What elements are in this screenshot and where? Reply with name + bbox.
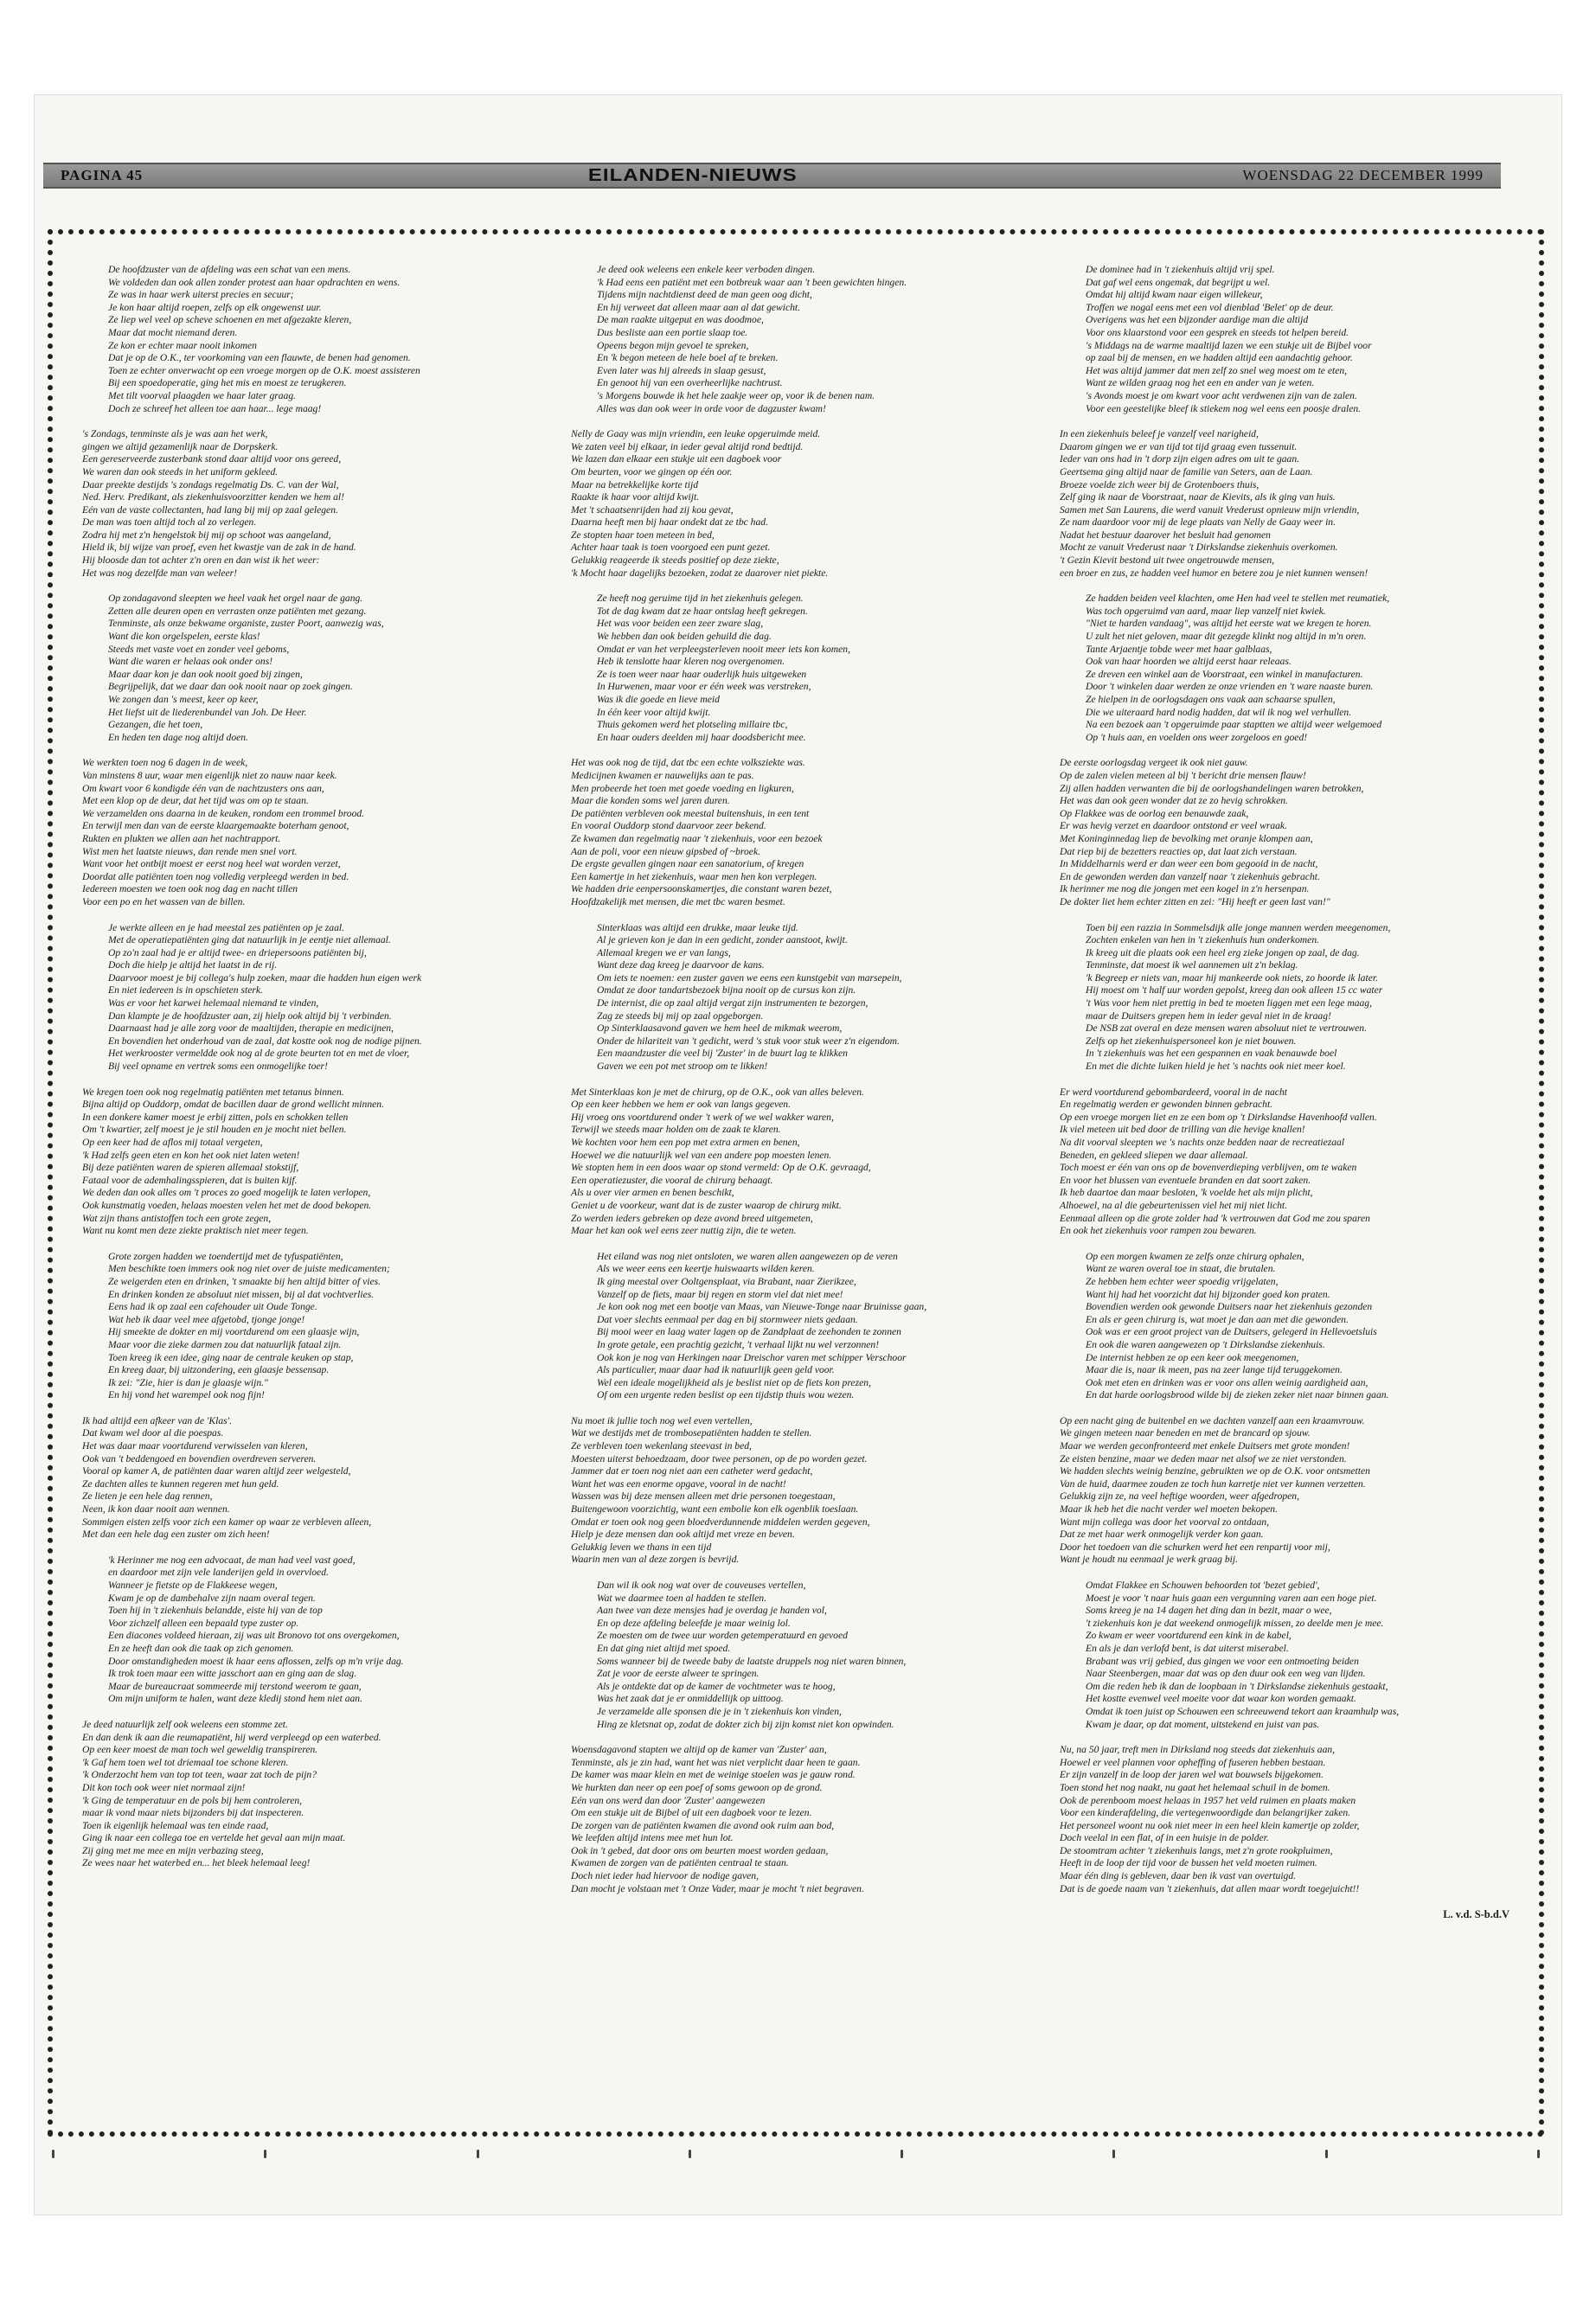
- poem-stanza: Het eiland was nog niet ontsloten, we waren allen aangewezen op de veren Als we weer eens een keertje huiswaarts wilden keren. Ik ging meestal over Ooltgensplaat, via Brabant, naar Zierikzee, Vanzelf op de fiets, maar bij regen en storm viel dat niet mee! Je kon ook nog met een bootje van Maas, van Nieuwe-Tonge naar Bruinisse gaan, Dat voer slechts eenmaal per dag en bij stormweer niets gedaan. Bij mooi weer en laag water lagen op de Zandplaat de zeehonden te zonnen In grote getale, een prachtig gezicht, 't verhaal lijkt nu wel verzonnen! Ook kon je nog van Herkingen naar Dreischor varen met schipper Verschoor Als particulier, maar daar had ik natuurlijk geen geld voor. Wel een ideale mogelijkheid als je beslist niet op de fiets kon prezen, Of om een urgente reden beslist op een tijdstip thuis wou wezen.: [597, 1250, 927, 1401]
- issue-date: WOENSDAG 22 DECEMBER 1999: [1242, 167, 1484, 183]
- poem-stanza: Op een morgen kwamen ze zelfs onze chirurg ophalen, Want ze waren overal toe in staat, die brutalen. Ze hebben hem echter weer spoedig vrijgelaten, Want hij had het voorzicht dat hij bijzonder goed kon praten. Bovendien werden ook gewonde Duitsers naar het ziekenhuis gezonden En als er geen chirurg is, wat moet je dan aan met die gewonden. Ook was er een groot project van de Duitsers, gelegerd in Hellevoetsluis En ook die waren aangewezen op 't Dirkslandse ziekenhuis. De internist hebben ze op een keer ook meegenomen, Maar die is, naar ik meen, pas na zeer lange tijd teruggekomen. Ook met eten en drinken was er voor ons allen weinig aardigheid aan, En dat harde oorlogsbrood wilde bij de zieken zeker niet naar binnen gaan.: [1086, 1250, 1389, 1401]
- poem-stanza: We kregen toen ook nog regelmatig patiënten met tetanus binnen. Bijna altijd op Ouddorp, omdat de bacillen daar de grond wellicht minnen. In een donkere kamer moest je erbij zitten, pols en schokken tellen Om 't kwartier, zelf moest je je stil houden en je mocht niet bellen. Op een keer had de aflos mij totaal vergeten, 'k Had zelfs geen eten en kon het ook niet laten weten! Bij deze patiënten waren de spieren allemaal stokstijf, Fataal voor de ademhalingsspieren, dat is buiten kijf. We deden dan ook alles om 't proces zo goed mogelijk te laten verlopen, Ook kunstmatig voeden, helaas moesten velen het met de dood bekopen. Wat zijn thans antistoffen toch een grote zegen, Want nu komt men deze ziekte praktisch niet meer tegen.: [82, 1086, 384, 1237]
- poem-stanza: Met Sinterklaas kon je met de chirurg, op de O.K., ook van alles beleven. Op een keer hebben we hem er ook van langs gegeven. Hij vroeg ons voortdurend onder 't werk of we wel wakker waren, Terwijl we steeds maar holden om de zaak te klaren. We kochten voor hem een pop met extra armen en benen, Hoewel we die natuurlijk wel van een andere pop moesten lenen. We stopten hem in een doos waar op stond vermeld: Op de O.K. gevraagd, Een operatiezuster, die vooral de chirurg behaagt. Als u over vier armen en benen beschikt, Geniet u de voorkeur, want dat is de zuster waarop de chirurg mikt. Zo werden ieders gebreken op deze avond breed uitgemeten, Maar het kan ook wel eens zeer nuttig zijn, die te weten.: [571, 1086, 871, 1237]
- poem-stanza: Je deed natuurlijk zelf ook weleens een stomme zet. En dan denk ik aan die reumapatiënt, hij werd verpleegd op een waterbed. Op een keer moest de man toch wel geweldig transpireren. 'k Gaf hem toen wel tot driemaal toe schone kleren. 'k Onderzocht hem van top tot teen, waar zat toch de pijn? Dit kon toch ook weer niet normaal zijn! 'k Ging de temperatuur en de pols bij hem controleren, maar ik vond maar niets bijzonders bij dat inspecteren. Toen ik eigenlijk helemaal was ten einde raad, Ging ik naar een collega toe en vertelde het geval aan mijn maat. Zij ging met me mee en mijn verbazing steeg, Ze wees naar het waterbed en... het bleek helemaal leeg!: [82, 1718, 381, 1869]
- mark: [52, 2150, 54, 2158]
- article-column-1: [82, 264, 532, 2106]
- poem-stanza: Nu moet ik jullie toch nog wel even vertellen, Wat we destijds met de trombosepatiënten hadden te stellen. Ze verbleven toen wekenlang steevast in bed, Moesten uiterst behoedzaam, door twee personen, op de po worden gezet. Jammer dat er toen nog niet aan een catheter werd gedacht, Want het was een enorme opgave, vooral in de nacht! Wassen was bij deze mensen alleen met drie personen toegestaan, Buitengewoon voorzichtig, want een embolie kon elk ogenblik toeslaan. Omdat er toen ook nog geen bloedverdunnende middelen werden gegeven, Hielp je deze mensen dan ook altijd met vreze en beven. Gelukkig leven we thans in een tijd Waarin men van al deze zorgen is bevrijd.: [571, 1414, 870, 1566]
- poem-stanza: Dan wil ik ook nog wat over de couveuses vertellen, Wat we daarmee toen al hadden te stellen. Aan twee van deze mensjes had je overdag je handen vol, En op deze afdeling beleefde je maar weinig lol. Ze moesten om de twee uur worden getemperatuurd en gevoed En dat ging niet altijd met spoed. Soms wanneer bij de tweede baby de laatste druppels nog niet waren binnen, Zat je voor de eerste alweer te springen. Als je ontdekte dat op de kamer de vochtmeter was te hoog, Was het zaak dat je er onmiddellijk op uittoog. Je verzamelde alle sponsen die je in 't ziekenhuis kon vinden, Hing ze kletsnat op, zodat de dokter zich bij zijn komst niet kon opwinden.: [597, 1580, 907, 1730]
- mark: [264, 2150, 266, 2158]
- author-signature: L. v.d. S-b.d.V: [1443, 1908, 1509, 1921]
- mark: [901, 2150, 903, 2158]
- poem-stanza: Het was ook nog de tijd, dat tbc een echte volksziekte was. Medicijnen kwamen er nauwelijks aan te pas. Men probeerde het toen met goede voeding en ligkuren, Maar die konden soms wel jaren duren. De patiënten verbleven ook meestal buitenshuis, in een tent En vooral Ouddorp stond daarvoor zeer bekend. Ze kwamen dan regelmatig naar 't ziekenhuis, voor een bezoek Aan de poli, voor een nieuw gipsbed of ~broek. De ergste gevallen gingen naar een sanatorium, of kregen Een kamertje in het ziekenhuis, waar men hen kon verplegen. We hadden drie eenpersoonskamertjes, die constant waren bezet, Hoofdzakelijk met mensen, die met tbc waren besmet.: [571, 757, 832, 907]
- poem-stanza: 's Zondags, tenminste als je was aan het werk, gingen we altijd gezamenlijk naar de Dorpskerk. Een gereserveerde zusterbank stond daar altijd voor ons gereed, We waren dan ook steeds in het uniform gekleed. Daar preekte destijds 's zondags regelmatig Ds. C. van der Wal, Ned. Herv. Predikant, als ziekenhuisvoorzitter kenden we hem al! Eén van de vaste collectanten, had lang bij mij op zaal gelegen. De man was toen altijd toch al zo verlegen. Zodra hij met z'n hengelstok bij mij op schoot was aangeland, Hield ik, bij wijze van proef, even het kwastje van de zak in de hand. Hij bloosde dan tot achter z'n oren en dan wist ik het weer: Het was nog dezelfde man van weleer!: [82, 428, 356, 579]
- article-column-3: [1060, 264, 1509, 2106]
- newspaper-logo: EILANDEN-NIEUWS: [587, 165, 798, 186]
- poem-stanza: Grote zorgen hadden we toendertijd met de tyfuspatiënten, Men beschikte toen immers ook nog niet over de juiste medicamenten; Ze weigerden eten en drinken, 't smaakte bij hen altijd bitter of vies. En drinken konden ze absoluut niet missen, bij al dat vochtverlies. Eens had ik op zaal een cafehouder uit Oude Tonge. Wat heb ik daar veel mee afgetobd, tjonge jonge! Hij smeekte de dokter en mij voortdurend om een glaasje wijn, Maar voor die zieke darmen zou dat natuurlijk fataal zijn. Toen kreeg ik een idee, ging naar de centrale keuken op stap, En kreeg daar, bij uitzondering, een glaasje bessensap. Ik zei: "Zie, hier is dan je glaasje wijn." En hij vond het warempel ook nog fijn!: [108, 1250, 390, 1401]
- article-columns: [82, 264, 1509, 2106]
- poem-stanza: Sinterklaas was altijd een drukke, maar leuke tijd. Al je grieven kon je dan in een gedicht, zonder aanstoot, kwijt. Allemaal kregen we er van langs, Want deze dag kreeg je daarvoor de kans. Om iets te noemen: een zuster gaven we eens een kunstgebit van marsepein, Omdat ze door tandartsbezoek bijna nooit op de cursus kon zijn. De internist, die op zaal altijd vergat zijn instrumenten te bezorgen, Zag ze steeds bij mij op zaal opgeborgen. Op Sinterklaasavond gaven we hem heel de mikmak weerom, Onder de hilariteit van 't gedicht, werd 's stuk voor stuk weer z'n eigendom. Een maandzuster die veel bij 'Zuster' in de buurt lag te klikken Gaven we een pot met stroop om te likken!: [597, 921, 902, 1073]
- newspaper-header: [43, 163, 1501, 189]
- poem-stanza: De hoofdzuster van de afdeling was een schat van een mens. We voldeden dan ook allen zonder protest aan haar opdrachten en wens. Ze was in haar werk uiterst precies en secuur; Je kon haar altijd roepen, zelfs op elk ongewenst uur. Ze liep wel veel op scheve schoenen en met afgezakte kleren, Maar dat mocht niemand deren. Ze kon er echter maar nooit inkomen Dat je op de O.K., ter voorkoming van een flauwte, de benen had genomen. Toen ze echter onverwacht op een vroege morgen op de O.K. moest assisteren Bij een spoedoperatie, ging het mis en moest ze terugkeren. Met tilt voorval plaagden we haar later graag. Doch ze schreef het alleen toe aan haar... lege maag!: [108, 264, 420, 414]
- poem-stanza: We werkten toen nog 6 dagen in de week, Van minstens 8 uur, waar men eigenlijk niet zo nauw naar keek. Om kwart voor 6 kondigde één van de nachtzusters ons aan, Met een klop op de deur, dat het tijd was om op te staan. We verzamelden ons daarna in de keuken, rondom een trommel brood. En terwijl men dan van de eerste klaargemaakte boterham genoot, Rukten en plukten we allen aan het nachtrapport. Wist men het laatste nieuws, dan rende men snel vort. Want voor het ontbijt moest er eerst nog heel wat worden verzet, Doordat alle patiënten toen nog volledig verpleegd werden in bed. Iedereen moesten we toen ook nog dag en nacht tillen Voor een po en het wassen van de billen.: [82, 757, 365, 907]
- mark: [477, 2150, 479, 2158]
- page-number: PAGINA 45: [61, 167, 144, 183]
- poem-stanza: Je werkte alleen en je had meestal zes patiënten op je zaal. Met de operatiepatiënten ging dat natuurlijk in je eentje niet allemaal. Op zo'n zaal had je er altijd twee- en driepersoons patiënten bij, Doch die hielp je altijd het laatst in de rij. Daarvoor moest je bij collega's hulp zoeken, maar die hadden hun eigen werk En niet iedereen is in opschieten sterk. Was er voor het karwei helemaal niemand te vinden, Dan klampte je de hoofdzuster aan, zij hielp ook altijd bij 't verbinden. Daarnaast had je alle zorg voor de maaltijden, therapie en medicijnen, En bovendien het onderhoud van de zaal, dat kostte ook nog de nodige pijnen. Het werkrooster vermeldde ook nog al de grote beurten tot en met de vloer, Bij veel opname en vertrek soms een onmogelijke toer!: [108, 921, 422, 1073]
- mark: [1112, 2150, 1115, 2158]
- poem-stanza: In een ziekenhuis beleef je vanzelf veel narigheid, Daarom gingen we er van tijd tot tijd graag even tussenuit. Ieder van ons had in 't dorp zijn eigen adres om uit te gaan. Geertsema ging altijd naar de familie van Seters, aan de Laan. Broeze voelde zich weer bij de Grotenboers thuis, Zelf ging ik naar de Voorstraat, naar de Kievits, als ik ging van huis. Samen met San Laurens, die werd vanuit Vrederust opnieuw mijn vriendin, Ze nam daardoor voor mij de lege plaats van Nelly de Gaay weer in. Nadat het bestuur daarover het besluit had genomen Mocht ze vanuit Vrederust naar 't Dirkslandse ziekenhuis overkomen. 't Gezin Kievit bestond uit twee ongetrouwde mensen, een broer en zus, ze hadden veel humor en betere zou je niet kunnen wensen!: [1060, 428, 1368, 579]
- poem-stanza: Woensdagavond stapten we altijd op de kamer van 'Zuster' aan, Tenminste, als je zin had, want het was niet verplicht daar heen te gaan. De kamer was maar klein en met de weinige stoelen was je gauw rond. We hurkten dan neer op een poef of soms gewoon op de grond. Eén van ons werd dan door 'Zuster' aangewezen Om een stukje uit de Bijbel of uit een dagboek voor te lezen. De zorgen van de patiënten kwamen die avond ook ruim aan bod, We leefden altijd intens mee met hun lot. Ook in 't gebed, dat door ons om beurten moest worden gedaan, Kwamen de zorgen van de patiënten centraal te staan. Doch niet ieder had hiervoor de nodige gaven, Dan mocht je volstaan met 't Onze Vader, maar je mocht 't niet begraven.: [571, 1744, 864, 1894]
- poem-stanza: Nu, na 50 jaar, treft men in Dirksland nog steeds dat ziekenhuis aan, Hoewel er veel plannen voor opheffing of fuseren hebben bestaan. Er zijn vanzelf in de loop der jaren wel wat bouwsels bijgekomen. Toen stond het nog naakt, nu gaat het helemaal schuil in de bomen. Ook de perenboom moest helaas in 1957 het veld ruimen en plaats maken Voor een kinderafdeling, die vertegenwoordigde dan belangrijker zaken. Het personeel woont nu ook niet meer in een heel klein kamertje op zolder, Doch veelal in een flat, of in een huisje in de polder. De stoomtram achter 't ziekenhuis langs, met z'n grote rookpluimen, Heeft in de loop der tijd voor de bussen het veld moeten ruimen. Maar één ding is gebleven, daar ben ik vast van overtuigd. Dat is de goede naam van 't ziekenhuis, dat allen maar wordt toegejuicht!!: [1060, 1744, 1360, 1894]
- mark: [1325, 2150, 1328, 2158]
- poem-stanza: Er werd voortdurend gebombardeerd, vooral in de nacht En regelmatig werden er gewonden binnen gebracht. Op een vroege morgen liet en ze een bom op 't Dirkslandse Havenhoofd vallen. Ik viel meteen uit bed door de trilling van die hevige knallen! Na dit voorval sleepten we 's nachts onze bedden naar de recreatiezaal Beneden, en gekleed sliepen we daar allemaal. Toch moest er één van ons op de bovenverdieping verblijven, om te waken En voor het blussen van eventuele branden en dat soort zaken. Ik heb daartoe dan maar besloten, 'k voelde het als mijn plicht, Alhoewel, na al die gebeurtenissen viel het mij niet licht. Eenmaal alleen op die grote zolder had 'k vertrouwen dat God me zou sparen En ook het ziekenhuis voor rampen zou bewaren.: [1060, 1086, 1377, 1237]
- poem-stanza: Ze hadden beiden veel klachten, ome Hen had veel te stellen met reumatiek, Was toch opgeruimd van aard, maar liep vanzelf niet kwiek. "Niet te harden vandaag", was altijd het eerste wat we kregen te horen. U zult het niet geloven, maar dit gezegde klinkt nog altijd in m'n oren. Tante Arjaentje tobde weer met haar galblaas, Ook van haar hoorden we altijd eerst haar releaas. Ze dreven een winkel aan de Voorstraat, een winkel in manufacturen. Door 't winkelen daar werden ze onze vrienden en 't ware naaste buren. Ze hielpen in de oorlogsdagen ons vaak aan schaarse spullen, Die we uiteraard hard nodig hadden, dat wil ik nog wel verhullen. Na een bezoek aan 't opgeruimde paar staptten we altijd weer welgemoed Op 't huis aan, en voelden ons weer zorgeloos en goed!: [1086, 593, 1390, 743]
- poem-stanza: De eerste oorlogsdag vergeet ik ook niet gauw. Op de zalen vielen meteen al bij 't bericht drie mensen flauw! Zij allen hadden verwanten die bij de oorlogshandelingen waren betrokken, Het was dan ook geen wonder dat ze zo hevig schrokken. Op Flakkee was de oorlog een benauwde zaak, Er was hevig verzet en daardoor ontstond er veel wraak. Met Koninginnedag liep de bevolking met oranje klompen aan, Dat riep bij de bezetters reacties op, dat laat zich verstaan. In Middelharnis werd er dan weer een bom gegooid in de nacht, En de gewonden werden dan vanzelf naar 't ziekenhuis gebracht. Ik herinner me nog die jongen met een kogel in z'n hersenpan. De dokter liet hem echter zitten en zei: "Hij heeft er geen last van!": [1060, 757, 1364, 907]
- poem-stanza: Op zondagavond sleepten we heel vaak het orgel naar de gang. Zetten alle deuren open en verrasten onze patiënten met gezang. Tenminste, als onze bekwame organiste, zuster Poort, aanwezig was, Want die kon orgelspelen, eerste klas! Steeds met vaste voet en zonder veel geboms, Want die waren er helaas ook onder ons! Maar daar kon je dan ook nooit goed bij zingen, Begrijpelijk, dat we daar dan ook nooit naar op zoek gingen. We zongen dan 's meest, keer op keer, Het liefst uit de liederenbundel van Joh. De Heer. Gezangen, die het toen, En heden ten dage nog altijd doen.: [108, 593, 384, 743]
- mark: [689, 2150, 691, 2158]
- poem-stanza: De dominee had in 't ziekenhuis altijd vrij spel. Dat gaf wel eens ongemak, dat begrijpt u wel. Omdat hij altijd kwam naar eigen willekeur, Troffen we nogal eens met een vol dienblad 'Belet' op de deur. Overigens was het een bijzonder aardige man die altijd Voor ons klaarstond voor een gesprek en steeds tot helpen bereid. 's Middags na de warme maaltijd lazen we een stukje uit de Bijbel voor op zaal bij de mensen, en we hadden altijd een aandachtig gehoor. Het was altijd jammer dat men zelf zo snel weg moest om te eten, Want ze wilden graag nog het een en ander van je weten. 's Avonds moest je om kwart voor acht verdwenen zijn van de zalen. Voor een geestelijke bleef ik stiekem nog wel eens een poosje dralen.: [1086, 264, 1372, 414]
- poem-stanza: Je deed ook weleens een enkele keer verboden dingen. 'k Had eens een patiënt met een botbreuk waar aan 't been gewichten hingen. Tijdens mijn nachtdienst deed de man geen oog dicht, En hij verweet dat alleen maar aan al dat gewicht. De man raakte uitgeput en was doodmoe, Dus besliste aan een portie slaap toe. Opeens begon mijn gevoel te spreken, En 'k begon meteen de hele boel af te breken. Even later was hij alreeds in slaap gesust, En genoot hij van een overheerlijke nachtrust. 's Morgens bouwde ik het hele zaakje weer op, voor ik de benen nam. Alles was dan ook weer in orde voor de dagzuster kwam!: [597, 264, 907, 414]
- poem-stanza: Omdat Flakkee en Schouwen behoorden tot 'bezet gebied', Moest je voor 't naar huis gaan een vergunning varen aan een hoge piet. Soms kreeg je na 14 dagen het ding dan in bezit, maar o wee, 't ziekenhuis kon je dat weekend onmogelijk missen, zo deelde men je mee. Zo kwam er weer voortdurend een kink in de kabel, En als je dan verlofd bent, is dat uiterst miserabel. Brabant was vrij gebied, dus gingen we voor een ontmoeting beiden Naar Steenbergen, maar dat was op den duur ook een weg van lijden. Om die reden heb ik dan de loopbaan in 't Dirkslandse ziekenhuis gestaakt, Het kostte evenwel veel moeite voor dat waar kon worden gemaakt. Omdat ik toen juist op Schouwen een schreeuwend tekort aan kraamhulp was, Kwam je daar, op dat moment, uitstekend en juist van pas.: [1086, 1580, 1400, 1730]
- poem-stanza: Op een nacht ging de buitenbel en we dachten vanzelf aan een kraamvrouw. We gingen meteen naar beneden en met de brancard op sjouw. Maar we werden geconfronteerd met enkele Duitsers met grote monden! Ze eisten benzine, maar we deden maar net alsof we ze niet verstonden. We hadden slechts weinig benzine, gebruikten we op de O.K. voor ontsmetten Van de huid, daarmee zouden ze toch hun karretje niet ver kunnen verzetten. Gelukkig zijn ze, na veel heftige woorden, weer afgedropen, Maar ik heb het die nacht verder wel moeten bekopen. Want mijn collega was door het voorval zo ontdaan, Dat ze met haar werk onmogelijk verder kon gaan. Door het toedoen van die schurken werd het een renpartij voor mij, Want je houdt nu eenmaal je werk graag bij.: [1060, 1414, 1370, 1566]
- article-column-2: [571, 264, 1021, 2106]
- poem-stanza: 'k Herinner me nog een advocaat, de man had veel vast goed, en daardoor met zijn vele landerijen geld in overvloed. Wanneer je fietste op de Flakkeese wegen, Kwam je op de dambehalve zijn naam overal tegen. Toen hij in 't ziekenhuis belandde, eiste hij van de top Voor zichzelf alleen een bepaald type zuster op. Een diacones voldeed hieraan, zij was uit Bronovo tot ons overgekomen, En ze heeft dan ook die taak op zich genomen. Door omstandigheden moest ik haar eens aflossen, zelfs op m'n vrije dag. Ik trok toen maar een witte jasschort aan en ging aan de slag. Maar de bureaucraat sommeerde mij terstond weerom te gaan, Om mijn uniform te halen, want deze kledij stond hem niet aan.: [108, 1554, 404, 1705]
- poem-stanza: Nelly de Gaay was mijn vriendin, een leuke opgeruimde meid. We zaten veel bij elkaar, in ieder geval altijd rond bedtijd. We lazen dan elkaar een stukje uit een dagboek voor Om beurten, voor we gingen op één oor. Maar na betrekkelijke korte tijd Raakte ik haar voor altijd kwijt. Met 't schaatsenrijden had zij kou gevat, Daarna heeft men bij haar ondekt dat ze tbc had. Ze stopten haar toen meteen in bed, Achter haar taak is toen voorgoed een punt gezet. Gelukkig reageerde ik steeds positief op deze ziekte, 'k Mocht haar dagelijks bezoeken, zodat ze daarover niet piekte.: [571, 428, 829, 579]
- mark: [1537, 2150, 1540, 2158]
- poem-stanza: Toen bij een razzia in Sommelsdijk alle jonge mannen werden meegenomen, Zochten enkelen van hen in 't ziekenhuis hun onderkomen. Ik kreeg uit die plaats ook een heel erg zieke jongen op zaal, de dag. Tenminste, dat moest ik wel aannemen uit z'n beklag. 'k Begreep er niets van, maar hij mankeerde ook niets, zo hoorde ik later. Hij moest om 't half uur worden gepolst, kreeg dan ook alleen 15 cc water 't Was voor hem niet prettig in bed te moeten liggen met een lege maag, maar de Duitsers grepen hem in ieder geval niet in de kraag! De NSB zat overal en deze mensen waren absoluut niet te vertrouwen. Zelfs op het ziekenhuispersoneel kon je niet bouwen. In 't ziekenhuis was het een gespannen en vaak benauwde boel En met die dichte luiken hield je het 's nachts ook niet meer koel.: [1086, 921, 1391, 1073]
- poem-stanza: Ik had altijd een afkeer van de 'Klas'. Dat kwam wel door al die poespas. Het was daar maar voortdurend verwisselen van kleren, Ook van 't beddengoed en bovendien overdreven serveren. Vooral op kamer A, de patiënten daar waren altijd zeer welgesteld, Ze dachten alles te kunnen regeren met hun geld. Ze lieten je een hele dag rennen, Neen, ik kon daar nooit aan wennen. Sommigen eisten zelfs voor zich een kamer op waar ze verbleven alleen, Met dan een hele dag een zuster om zich heen!: [82, 1414, 372, 1541]
- poem-stanza: Ze heeft nog geruime tijd in het ziekenhuis gelegen. Tot de dag kwam dat ze haar ontslag heeft gekregen. Het was voor beiden een zeer zware slag, We hebben dan ook beiden gehuild die dag. Omdat er van het verpleegsterleven nooit meer iets kon komen, Heb ik tenslotte haar kleren nog overgenomen. Ze is toen weer naar haar ouderlijk huis uitgeweken In Hurwenen, maar voor er één week was verstreken, Was ik die goede en lieve meid In één keer voor altijd kwijt. Thuis gekomen werd het plotseling millaire tbc, En haar ouders deelden mij haar doodsbericht mee.: [597, 593, 850, 743]
- footer-marks: [52, 2145, 1540, 2163]
